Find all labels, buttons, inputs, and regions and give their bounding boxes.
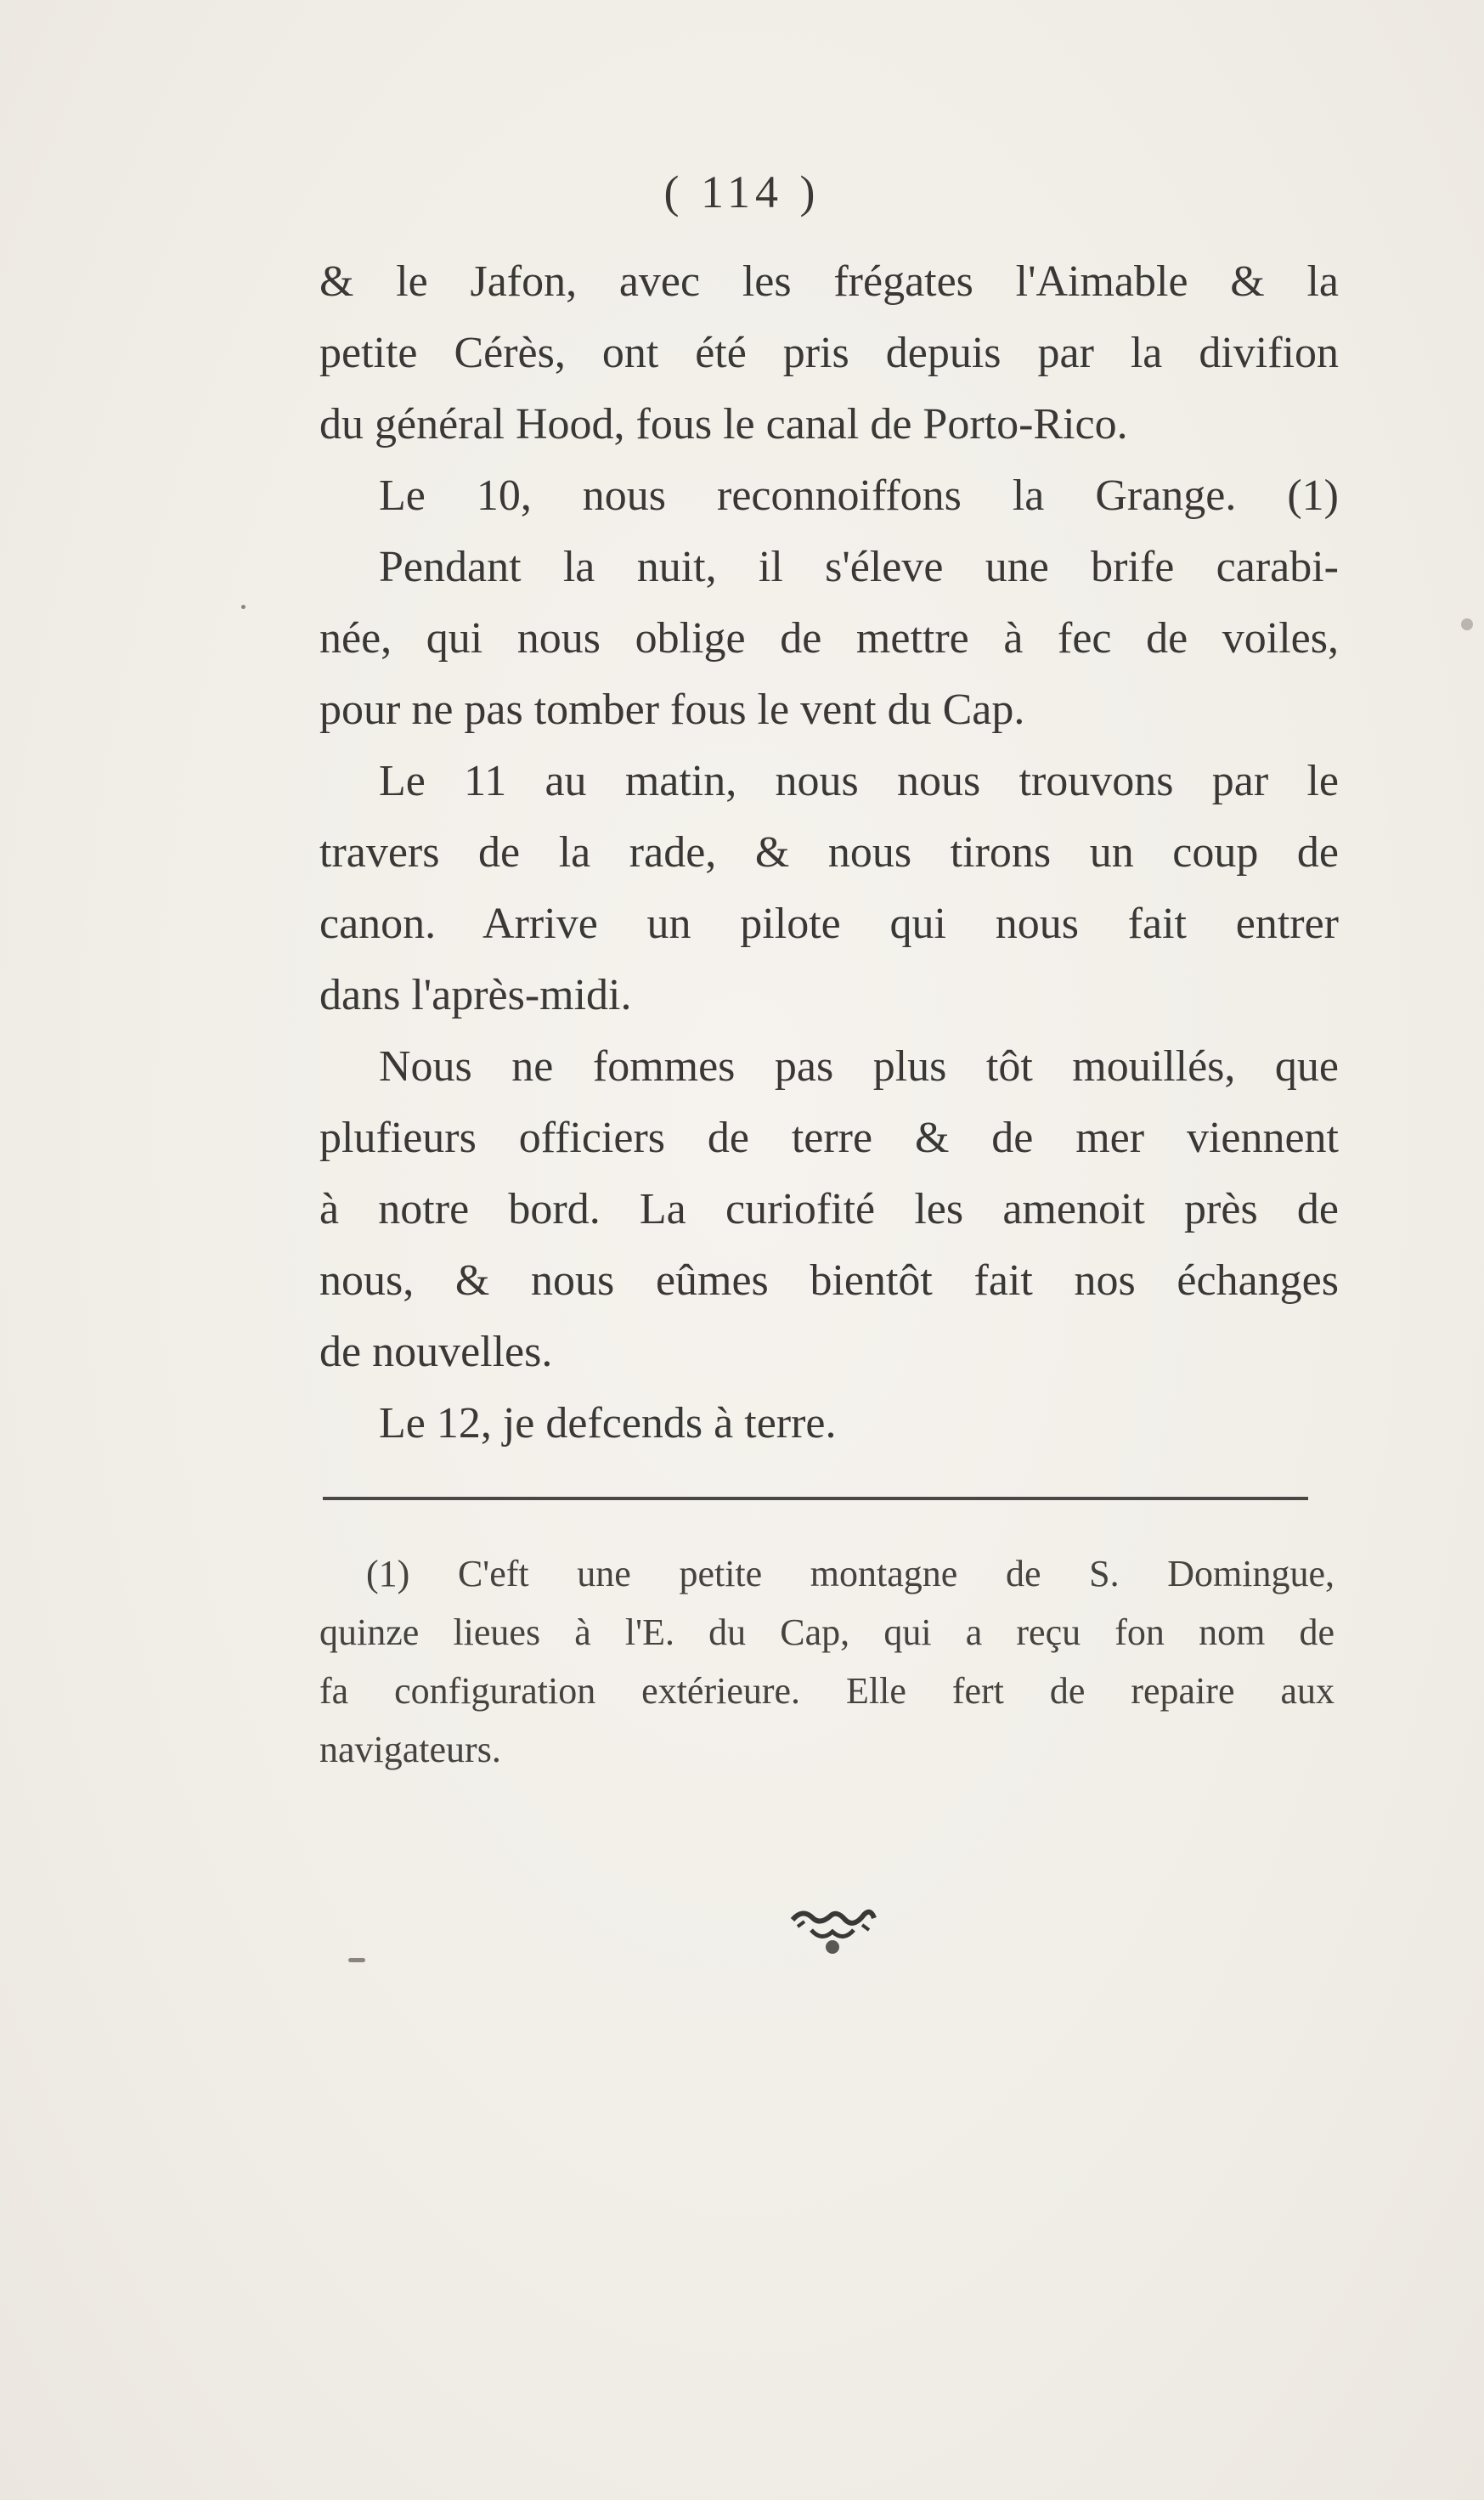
page-speck	[241, 605, 245, 609]
body-line: canon. Arrive un pilote qui nous fait entrer	[319, 900, 1339, 948]
body-line: plufieurs officiers de terre & de mer viennent	[319, 1114, 1339, 1162]
footnote-line: (1) C'eft une petite montagne de S. Domingue,	[366, 1553, 1334, 1594]
body-text	[319, 246, 1339, 1459]
body-line: Le 11 au matin, nous nous trouvons par le	[379, 757, 1339, 805]
body-line: & le Jafon, avec les frégates l'Aimable & la	[319, 257, 1339, 306]
page-speck	[348, 1958, 365, 1962]
body-line: de nouvelles.	[319, 1328, 553, 1376]
body-line: pour ne pas tomber fous le vent du Cap.	[319, 686, 1025, 734]
footnote-line: navigateurs.	[319, 1729, 501, 1770]
footnote-line: quinze lieues à l'E. du Cap, qui a reçu fon nom de	[319, 1611, 1334, 1653]
body-line: dans l'après-midi.	[319, 971, 632, 1019]
body-line: à notre bord. La curiofité les amenoit près de	[319, 1185, 1339, 1233]
body-line: Pendant la nuit, il s'éleve une brife carabi-	[379, 543, 1339, 591]
body-line: petite Cérès, ont été pris depuis par la divifion	[319, 329, 1339, 377]
page-number: ( 114 )	[663, 166, 821, 217]
footnote-rule	[323, 1497, 1308, 1500]
footnote-line: fa configuration extérieure. Elle fert de repaire aux	[319, 1670, 1334, 1712]
floral-tailpiece-icon	[786, 1901, 879, 1961]
body-line: travers de la rade, & nous tirons un coup de	[319, 828, 1339, 877]
body-line: née, qui nous oblige de mettre à fec de voiles,	[319, 614, 1339, 663]
body-line: nous, & nous eûmes bientôt fait nos échanges	[319, 1256, 1339, 1305]
body-line: Nous ne fommes pas plus tôt mouillés, que	[379, 1042, 1339, 1091]
page-speck	[1461, 618, 1473, 630]
body-line: Le 12, je defcends à terre.	[379, 1399, 837, 1448]
footnote	[319, 1544, 1334, 1779]
body-line: du général Hood, fous le canal de Porto-Rico.	[319, 400, 1128, 449]
body-line: Le 10, nous reconnoiffons la Grange. (1)	[379, 471, 1339, 520]
